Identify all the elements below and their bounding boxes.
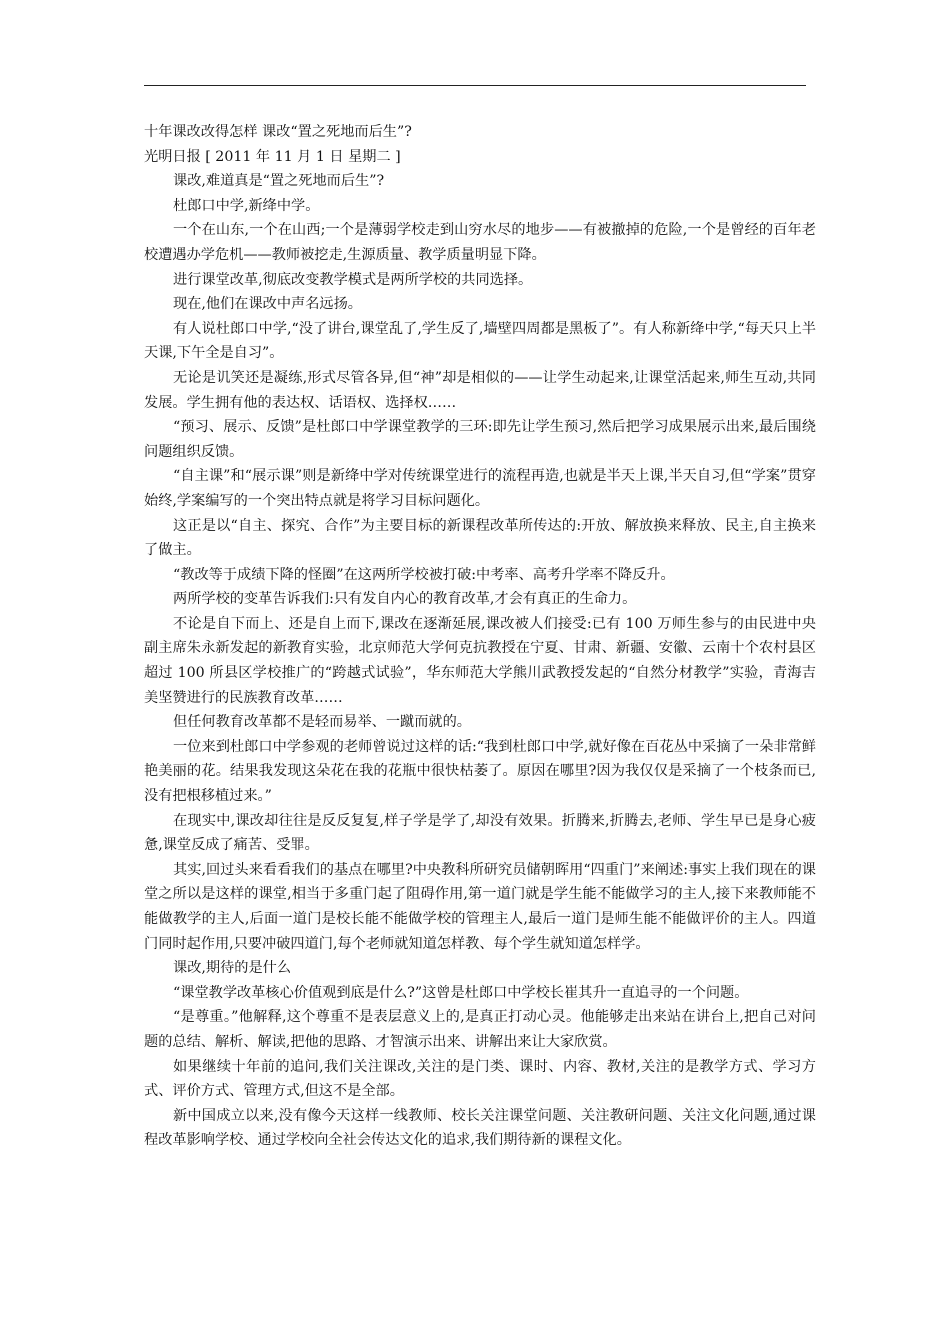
paragraph: “自主课”和“展示课”则是新绛中学对传统课堂进行的流程再造,也就是半天上课,半天自习,但“学案”贯穿始终,学案编写的一个突出特点就是将学习目标问题化。 [144,468,816,509]
paragraph: 课改,难道真是“置之死地而后生”? [173,173,385,190]
paragraph: 现在,他们在课改中声名远扬。 [173,296,362,313]
paragraph: 但任何教育改革都不是轻而易举、一蹴而就的。 [173,714,471,731]
paragraph: 一个在山东,一个在山西;一个是薄弱学校走到山穷水尽的地步——有被撤掉的危险,一个是曾经的百年老校遭遇办学危机——教师被挖走,生源质量、教学质量明显下降。 [144,222,816,263]
header-rule [144,85,806,86]
paragraph: 无论是讥笑还是凝练,形式尽管各异,但“神”却是相似的——让学生动起来,让课堂活起来,师生互动,共同发展。学生拥有他的表达权、话语权、选择权…… [144,369,816,411]
paragraph: 不论是自下而上、还是自上而下,课改在逐渐延展,课改被人们接受:已有 100 万师生参与的由民进中央副主席朱永新发起的新教育实验，北京师范大学何克抗教授在宁夏、甘肃、新疆、安徽、云南十个农村县区超过 100 所县区学校推广的“跨越式试验”，华东师范大学熊川武教授发起的“自然分材教学”实验，青海吉美坚赞进行的民族教育改革…… [144,615,816,706]
paragraph: 进行课堂改革,彻底改变教学模式是两所学校的共同选择。 [173,271,533,288]
section-heading: 课改,期待的是什么 [173,960,292,977]
paragraph: 在现实中,课改却往往是反反复复,样子学是学了,却没有效果。折腾来,折腾去,老师、学生早已是身心疲惫,课堂反成了痛苦、受罪。 [144,812,816,854]
paragraph: 两所学校的变革告诉我们:只有发自内心的教育改革,才会有真正的生命力。 [173,591,637,608]
paragraph: 其实,回过头来看看我们的基点在哪里?中央教科所研究员储朝晖用“四重门”来阐述:事实上我们现在的课堂之所以是这样的课堂,相当于多重门起了阻碍作用,第一道门就是学生能不能做学习的主人,接下来教师能不能做教学的主人,后面一道门是校长能不能做学校的管理主人,最后一道门是师生能不能做评价的主人。四道门同时起作用,只要冲破四道门,每个老师就知道怎样教、每个学生就知道怎样学。 [144,861,816,952]
article-body [144,120,816,1153]
paragraph: “教改等于成绩下降的怪圈”在这两所学校被打破:中考率、高考升学率不降反升。 [173,566,675,583]
paragraph: 一位来到杜郎口中学参观的老师曾说过这样的话:“我到杜郎口中学,就好像在百花丛中采摘了一朵非常鲜艳美丽的花。结果我发现这朵花在我的花瓶中很快枯萎了。原因在哪里?因为我仅仅是采摘了一个枝条而已,没有把根移植过来。” [144,738,816,805]
paragraph: “是尊重。”他解释,这个尊重不是表层意义上的,是真正打动心灵。他能够走出来站在讲台上,把自己对问题的总结、解析、解读,把他的思路、才智演示出来、讲解出来让大家欣赏。 [144,1009,816,1050]
paragraph: 如果继续十年前的追问,我们关注课改,关注的是门类、课时、内容、教材,关注的是教学方式、学习方式、评价方式、管理方式,但这不是全部。 [144,1058,816,1100]
paragraph: 新中国成立以来,没有像今天这样一线教师、校长关注课堂问题、关注教研问题、关注文化问题,通过课程改革影响学校、通过学校向全社会传达文化的追求,我们期待新的课程文化。 [144,1107,816,1149]
paragraph: 这正是以“自主、探究、合作”为主要目标的新课程改革所传达的:开放、解放换来释放、民主,自主换来了做主。 [144,517,816,559]
paragraph: “课堂教学改革核心价值观到底是什么?”这曾是杜郎口中学校长崔其升一直追寻的一个问题。 [173,984,749,1001]
paragraph: 杜郎口中学,新绛中学。 [173,197,320,214]
article-headline: 十年课改改得怎样 课改“置之死地而后生”? [144,124,412,140]
paragraph: “预习、展示、反馈”是杜郎口中学课堂教学的三环:即先让学生预习,然后把学习成果展示出来,最后围绕问题组织反馈。 [144,419,816,460]
article-source: 光明日报 [ 2011 年 11 月 1 日 星期二 ] [144,148,401,165]
paragraph: 有人说杜郎口中学,“没了讲台,课堂乱了,学生反了,墙壁四周都是黑板了”。有人称新绛中学,“每天只上半天课,下午全是自习”。 [144,320,816,362]
